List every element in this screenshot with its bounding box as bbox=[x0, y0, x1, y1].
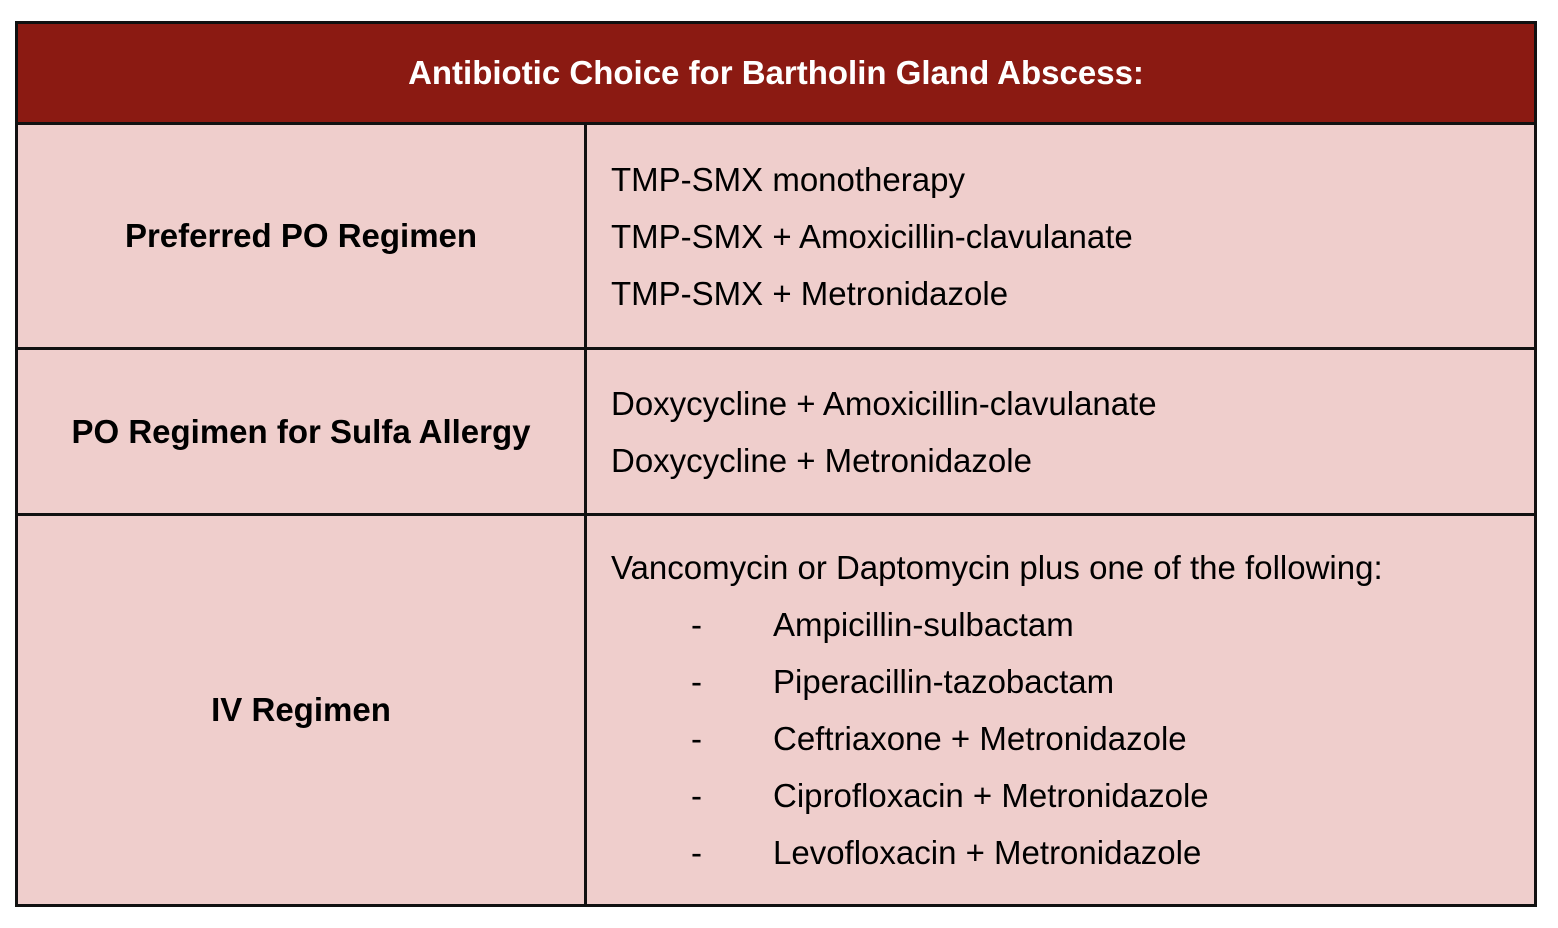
list-item bbox=[611, 767, 1534, 824]
list-item bbox=[611, 824, 1534, 881]
antibiotic-table bbox=[15, 21, 1537, 907]
regimen-line: TMP-SMX monotherapy bbox=[611, 160, 965, 198]
table-row bbox=[18, 513, 1534, 904]
table-row bbox=[18, 347, 1534, 513]
dash-marker: - bbox=[691, 834, 702, 871]
dash-marker: - bbox=[691, 663, 702, 700]
row-label: Preferred PO Regimen bbox=[18, 125, 587, 347]
table-title: Antibiotic Choice for Bartholin Gland Abscess: bbox=[18, 24, 1534, 125]
list-item-text: Ciprofloxacin + Metronidazole bbox=[773, 777, 1209, 814]
row-label: PO Regimen for Sulfa Allergy bbox=[18, 350, 587, 513]
regimen-line: Doxycycline + Metronidazole bbox=[611, 441, 1032, 479]
dash-marker: - bbox=[691, 777, 702, 814]
dash-marker: - bbox=[691, 606, 702, 643]
table-row bbox=[18, 125, 1534, 347]
dash-marker: - bbox=[691, 720, 702, 757]
regimen-line: TMP-SMX + Metronidazole bbox=[611, 274, 1009, 312]
list-item bbox=[611, 653, 1534, 710]
row-content bbox=[587, 516, 1534, 904]
list-item-text: Ceftriaxone + Metronidazole bbox=[773, 720, 1187, 757]
row-content bbox=[587, 125, 1534, 347]
regimen-line: Doxycycline + Amoxicillin-clavulanate bbox=[611, 384, 1157, 422]
row-content bbox=[587, 350, 1534, 513]
list-item bbox=[611, 710, 1534, 767]
list-item-text: Levofloxacin + Metronidazole bbox=[773, 834, 1202, 871]
list-item bbox=[611, 596, 1534, 653]
row-label: IV Regimen bbox=[18, 516, 587, 904]
regimen-intro: Vancomycin or Daptomycin plus one of the following: bbox=[611, 549, 1383, 586]
list-item-text: Piperacillin-tazobactam bbox=[773, 663, 1115, 700]
regimen-line: TMP-SMX + Amoxicillin-clavulanate bbox=[611, 217, 1133, 255]
list-item-text: Ampicillin-sulbactam bbox=[773, 606, 1074, 643]
